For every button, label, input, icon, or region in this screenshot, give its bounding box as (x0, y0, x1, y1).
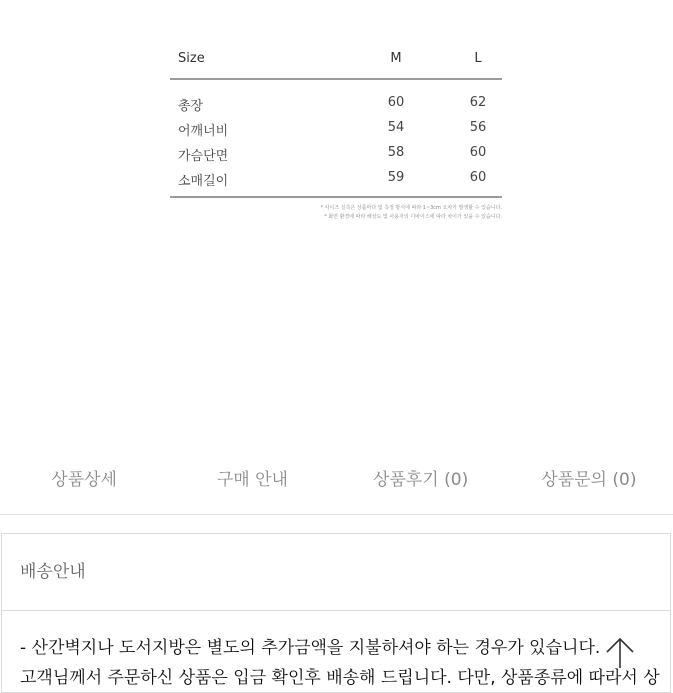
size-chart-header-row (170, 40, 502, 80)
table-row (170, 165, 502, 190)
measurement-l: 56 (469, 120, 487, 135)
size-chart-table (170, 40, 502, 222)
measurement-m: 58 (387, 145, 405, 160)
table-row (170, 115, 502, 140)
tab-purchase-guide[interactable]: 구매 안내 (216, 470, 288, 490)
measurement-m: 59 (387, 170, 405, 185)
tab-reviews[interactable]: 상품후기 (0) (373, 470, 469, 490)
measurement-l: 60 (469, 170, 487, 185)
shipping-info-line: 고객님께서 주문하신 상품은 입금 확인후 배송해 드립니다. 다만, 상품종류에 따라서 상 (20, 668, 660, 688)
arrow-up-icon (603, 634, 637, 668)
product-tab-bar (0, 458, 673, 515)
tab-inquiries[interactable]: 상품문의 (0) (541, 470, 637, 490)
measurement-name: 가슴단면 (178, 149, 229, 164)
measurement-name: 어깨너비 (178, 124, 229, 139)
measurement-m: 54 (387, 120, 405, 135)
table-row (170, 90, 502, 115)
size-header-label: Size (178, 51, 205, 66)
measurement-name: 총장 (178, 99, 204, 114)
tab-product-detail[interactable]: 상품상세 (51, 470, 117, 490)
shipping-info-body (2, 611, 670, 693)
size-note: * 화면 환경에 따라 해상도 및 사용자의 디바이스에 따라 차이가 있을 수 있습니다. (324, 214, 502, 220)
measurement-l: 60 (469, 145, 487, 160)
size-note: * 사이즈 실측은 상품마다 및 측정 방식에 따라 1~3cm 오차가 발생할 수 있습니다. (320, 205, 502, 211)
size-chart-body (170, 80, 502, 198)
size-header-l: L (474, 51, 482, 66)
scroll-top-button[interactable] (603, 634, 637, 668)
size-chart-notes (170, 204, 502, 222)
size-header-m: M (390, 51, 402, 66)
measurement-name: 소매길이 (178, 174, 229, 189)
shipping-info-title[interactable]: 배송안내 (2, 534, 670, 611)
measurement-m: 60 (387, 95, 405, 110)
shipping-info-line: - 산간벽지나 도서지방은 별도의 추가금액을 지불하셔야 하는 경우가 있습니다. (20, 638, 601, 658)
table-row (170, 140, 502, 165)
measurement-l: 62 (469, 95, 487, 110)
shipping-info-panel (1, 533, 671, 693)
